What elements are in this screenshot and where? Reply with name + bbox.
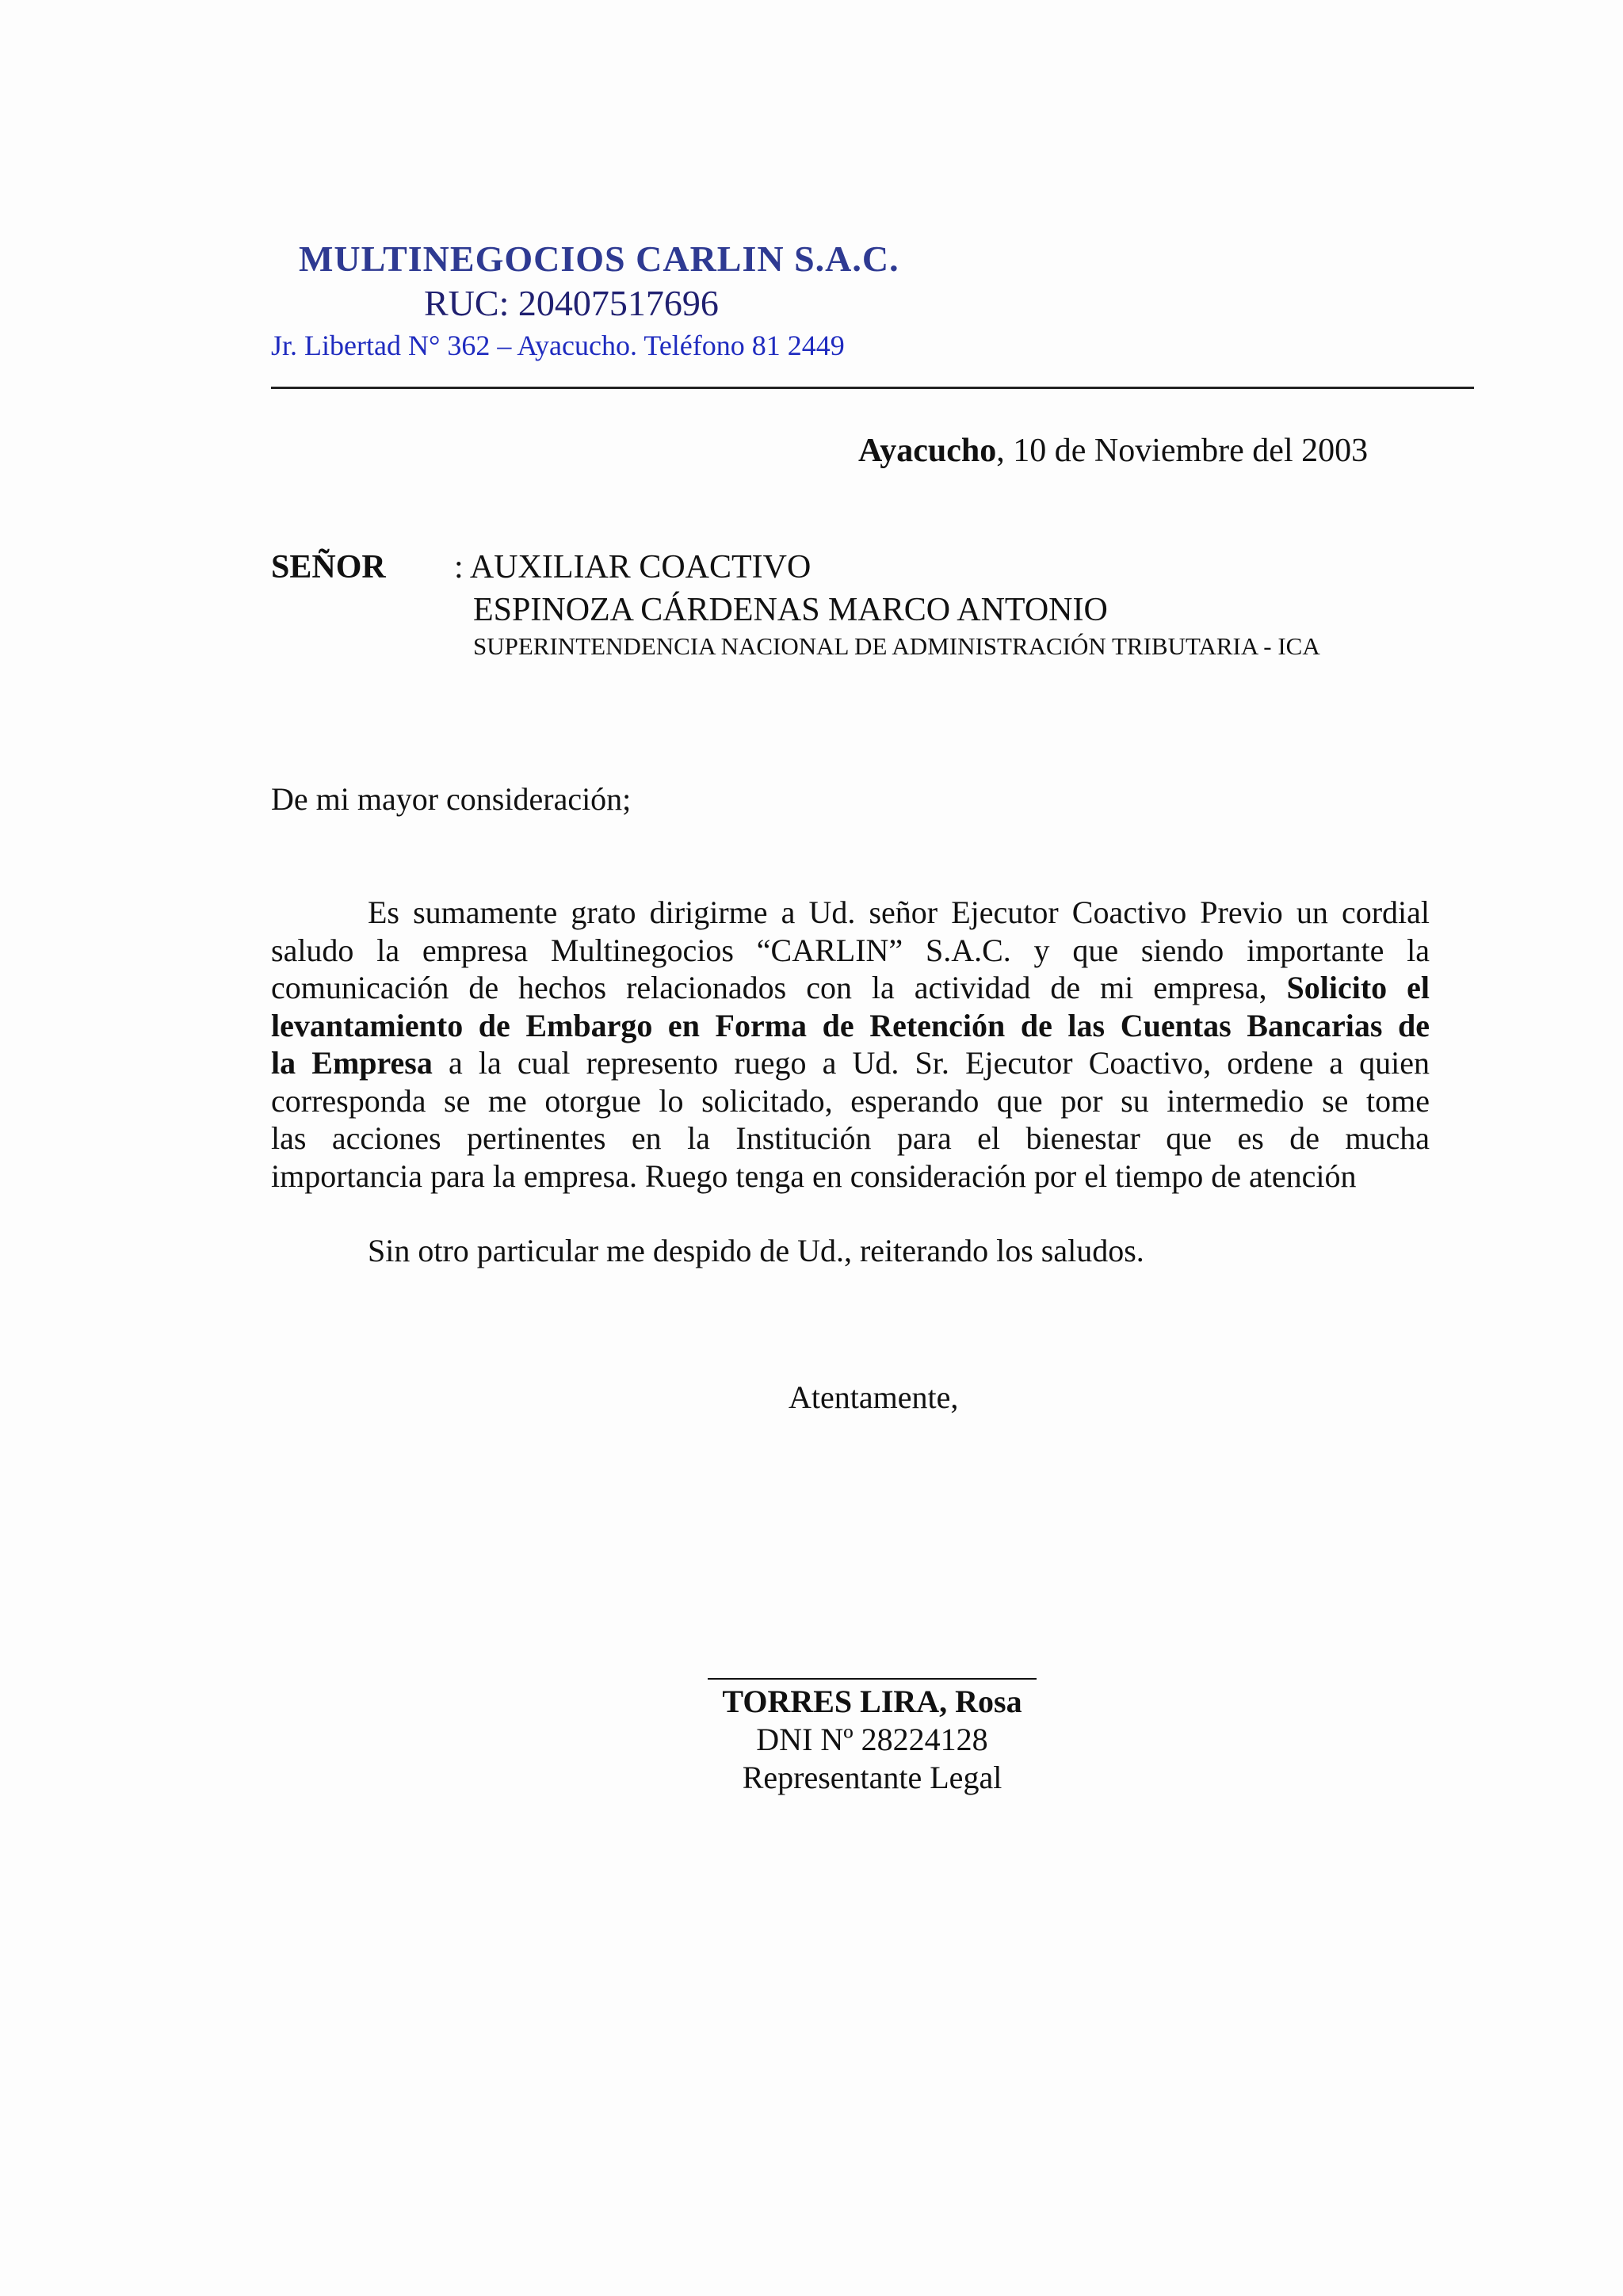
addressee-name: ESPINOZA CÁRDENAS MARCO ANTONIO [473,592,1108,628]
date-city: Ayacucho [858,433,997,469]
company-ruc: RUC: 20407517696 [424,283,719,323]
sign-off: Atentamente, [789,1379,959,1415]
signer-dni: DNI Nº 28224128 [756,1722,988,1757]
greeting: De mi mayor consideración; [271,781,632,817]
addressee-title: : AUXILIAR COACTIVO [454,549,812,585]
body-line: saludo la empresa Multinegocios “CARLIN” S.A.C. y que siendo importante la [271,932,1430,968]
addressee-institution: SUPERINTENDENCIA NACIONAL DE ADMINISTRACIÓN TRIBUTARIA - ICA [473,632,1320,660]
body-line [271,969,1430,1007]
addressee-label: SEÑOR [271,549,386,585]
company-name: MULTINEGOCIOS CARLIN S.A.C. [299,238,899,279]
date-line [858,432,1368,470]
body-line: levantamiento de Embargo en Forma de Retención de las Cuentas Bancarias de [271,1007,1430,1043]
signature-line [708,1678,1037,1680]
header-divider [271,387,1474,389]
body-text: a la cual represento ruego a Ud. Sr. Ejecutor Coactivo, ordene a quien [432,1045,1430,1081]
body-bold-text: la Empresa [271,1045,433,1081]
date-text: , 10 de Noviembre del 2003 [996,433,1369,469]
body-bold-text: Solicito el [1286,970,1430,1005]
body-line [271,1044,1430,1082]
body-line: las acciones pertinentes en la Institución para el bienestar que es de mucha [271,1120,1430,1156]
body-line: Es sumamente grato dirigirme a Ud. señor Ejecutor Coactivo Previo un cordial [368,894,1430,930]
company-address: Jr. Libertad N° 362 – Ayacucho. Teléfono 81 2449 [271,330,845,361]
body-text: comunicación de hechos relacionados con la actividad de mi empresa, [271,970,1267,1005]
signer-name: TORRES LIRA, Rosa [722,1684,1022,1719]
body-line: importancia para la empresa. Ruego tenga en consideración por el tiempo de atención [271,1158,1357,1194]
body-line: corresponda se me otorgue lo solicitado, esperando que por su intermedio se tome [271,1082,1430,1119]
body-paragraph [271,894,1430,1195]
signer-role: Representante Legal [742,1760,1002,1795]
closing-line: Sin otro particular me despido de Ud., reiterando los saludos. [368,1233,1144,1268]
